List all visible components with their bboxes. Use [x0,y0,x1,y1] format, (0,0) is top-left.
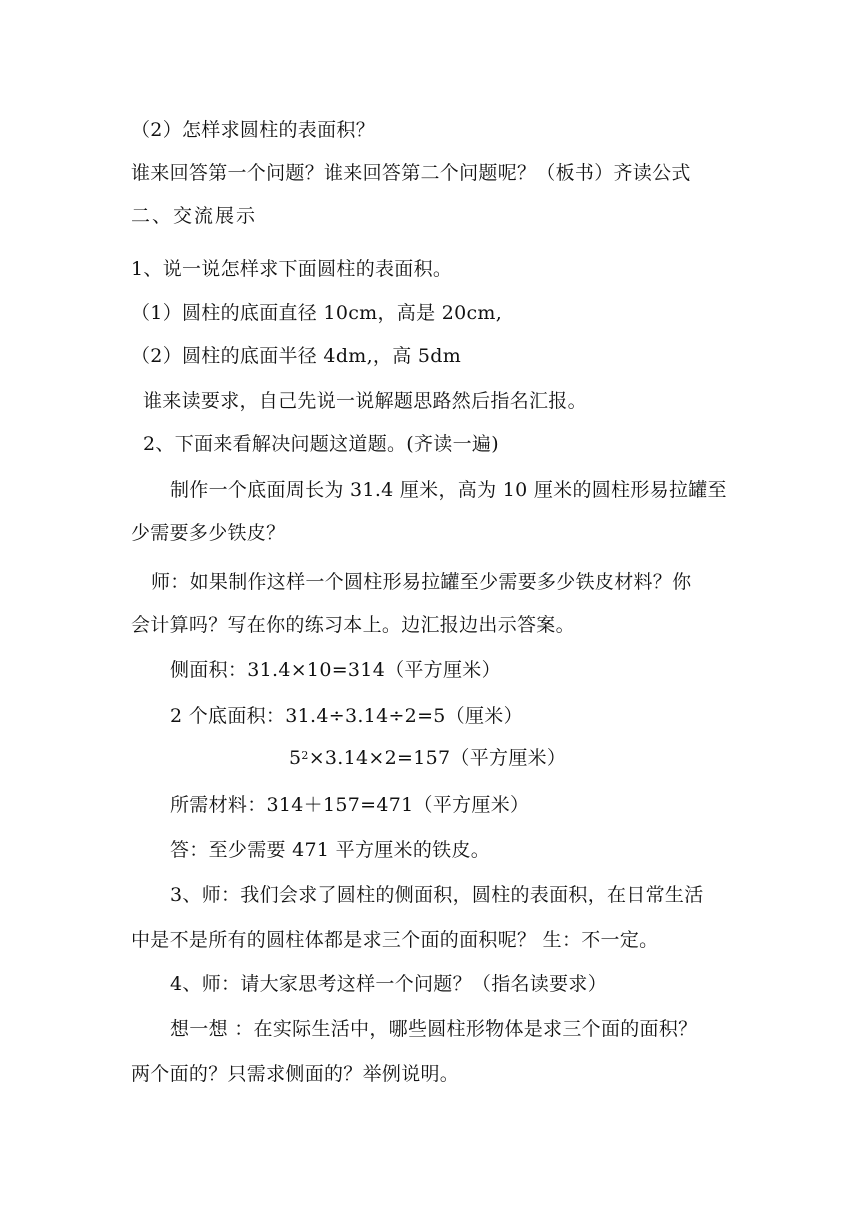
item-one: 1、说一说怎样求下面圆柱的表面积。 [131,258,453,280]
item-two: 2、下面来看解决问题这道题。(齐读一遍) [143,433,499,455]
reading-request: 谁来读要求，自己先说一说解题思路然后指名汇报。 [143,390,587,412]
item-four: 4、师：请大家思考这样一个问题？（指名读要求） [170,973,607,995]
problem-line-2: 少需要多少铁皮？ [131,522,286,544]
paragraph-prompt: 谁来回答第一个问题？谁来回答第二个问题呢？（板书）齐读公式 [131,162,691,184]
formula-base: 5 [289,747,302,769]
think-line-2: 两个面的？只需求侧面的？举例说明。 [131,1063,460,1085]
total-material: 所需材料：314＋157=471（平方厘米） [170,794,530,816]
teacher-line-1: 师：如果制作这样一个圆柱形易拉罐至少需要多少铁皮材料？你 [151,571,692,593]
formula-rest: ×3.14×2=157（平方厘米） [308,747,567,769]
problem-line-1: 制作一个底面周长为 31.4 厘米，高为 10 厘米的圆柱形易拉罐至 [170,479,727,501]
base-area: 2 个底面积：31.4÷3.14÷2=5（厘米） [170,705,523,727]
answer-line: 答：至少需要 471 平方厘米的铁皮。 [170,839,491,861]
subitem-two: （2）圆柱的底面半径 4dm,，高 5dm [131,345,462,367]
think-line-1: 想一想 ：在实际生活中，哪些圆柱形物体是求三个面的面积？ [170,1018,698,1040]
lateral-area: 侧面积：31.4×10=314（平方厘米） [170,659,501,681]
section-heading: 二、交流展示 [131,205,258,227]
subitem-one: （1）圆柱的底面直径 10cm，高是 20cm, [131,302,503,324]
item-three-line-1: 3、师：我们会求了圆柱的侧面积，圆柱的表面积，在日常生活 [170,884,704,906]
formula-exponent: 2 [301,749,309,762]
base-area-formula [289,746,566,770]
item-three-line-2: 中是不是所有的圆柱体都是求三个面的面积呢？ 生：不一定。 [131,929,659,951]
question-two: （2）怎样求圆柱的表面积？ [131,119,375,141]
teacher-line-2: 会计算吗？写在你的练习本上。边汇报边出示答案。 [131,614,575,636]
